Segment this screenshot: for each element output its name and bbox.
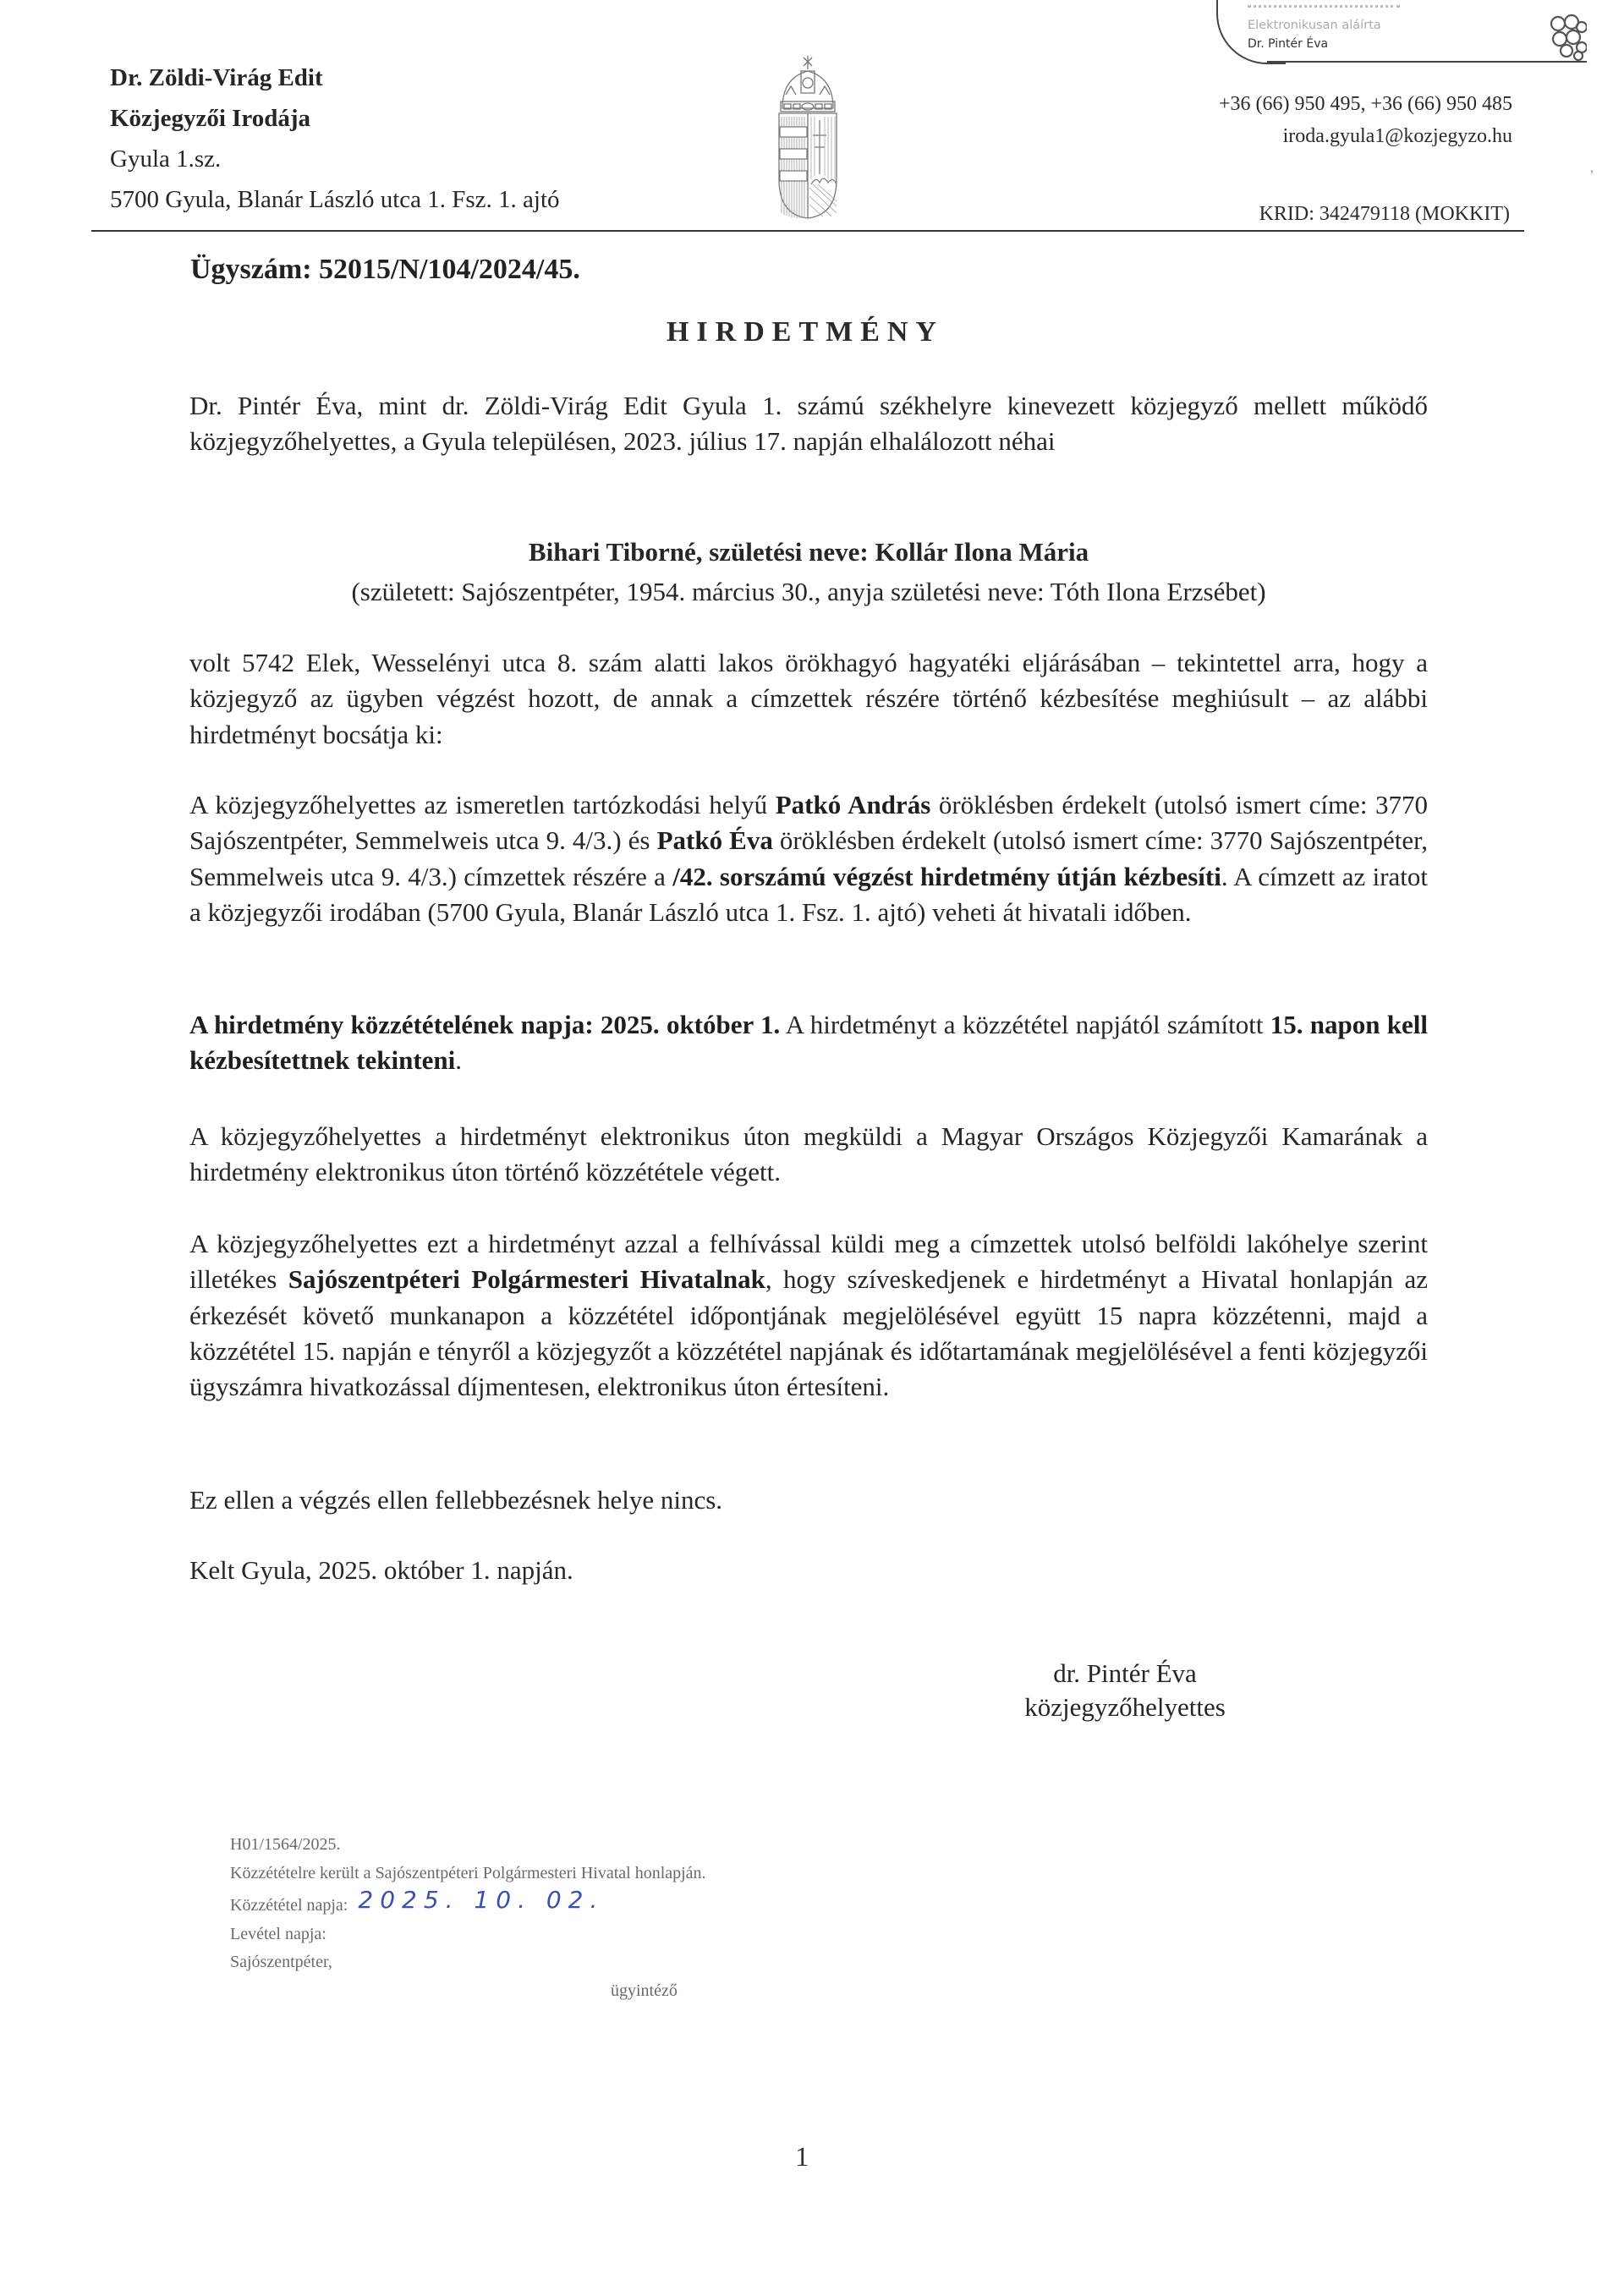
- chamber-paragraph: A közjegyzőhelyettes a hirdetményt elektronikus úton megküldi a Magyar Országos Közjegyzői Kamarának a hirdetmény elektronikus úton történő közzététele végett.: [189, 1121, 1428, 1187]
- signer-role: közjegyzőhelyettes: [1024, 1692, 1226, 1722]
- office-krid: KRID: 342479118 (MOKKIT): [1259, 203, 1510, 225]
- office-email[interactable]: iroda.gyula1@kozjegyzo.hu: [1282, 125, 1512, 147]
- case-number: Ügyszám: 52015/N/104/2024/45.: [190, 254, 580, 285]
- delivery-text-2: öröklésben érdekelt (utolsó ismert címe: 3770 Sajószentpéter, Semmelweis utca 9. 4/3.) és: [189, 790, 1428, 856]
- intro-paragraph: Dr. Pintér Éva, mint dr. Zöldi-Virág Edit Gyula 1. számú székhelyre kinevezett közjegyző mellett működő közjegyzőhelyettes, a Gyula településen, 2023. július 17. napján elhalálozott néhai: [189, 391, 1428, 457]
- e-signature-seal-icon: [1548, 12, 1587, 61]
- delivery-order: /42. sorszámú végzést hirdetmény útján kézbesíti: [672, 861, 1221, 891]
- office-subtitle: Közjegyzői Irodája: [110, 105, 311, 132]
- header-divider: [91, 230, 1524, 232]
- municipality-text-2: , hogy szíveskedjenek e hirdetményt a Hivatal honlapján az érkezését követő munkanapon a közzététel időpontjának megjelölésével együtt 15 napra közzétenni, majd a közzététel 15. napján e tényről a közjegyzőt a közzététel napjának és időtartamának megjelölésével a fenti közjegyzői ügyszámra hivatkozással díjmentesen, elektronikus úton értesíteni.: [189, 1264, 1429, 1402]
- page-title: [0, 316, 1617, 348]
- office-address: 5700 Gyula, Blanár László utca 1. Fsz. 1. ajtó: [110, 186, 560, 213]
- publication-date: A hirdetmény közzétételének napja: 2025. október 1.: [189, 1010, 781, 1039]
- stamp-place: Sajószentpéter,: [230, 1953, 332, 1971]
- hungarian-coat-of-arms-icon: [765, 52, 850, 222]
- signer-name: dr. Pintér Éva: [1053, 1658, 1197, 1688]
- stamp-reference: H01/1564/2025.: [230, 1835, 341, 1854]
- deceased-block: [189, 532, 1428, 611]
- delivery-text-3: öröklésben érdekelt (utolsó ismert címe: 3770 Sajószentpéter, Semmelweis utca 9. 4/3.) címzettek részére a: [189, 825, 1428, 891]
- deceased-birth-details: (született: Sajószentpéter, 1954. március 30., anyja születési neve: Tóth Ilona Erzsébet): [351, 577, 1266, 606]
- document-title: HIRDETMÉNY: [666, 316, 945, 348]
- heir-name-1: Patkó András: [775, 790, 931, 819]
- scan-mark: ,: [1590, 161, 1594, 175]
- electronic-signature-box: [1216, 0, 1588, 63]
- municipality-paragraph: [189, 1226, 1428, 1405]
- office-name: Dr. Zöldi-Virág Edit: [110, 64, 323, 91]
- signature-block: [985, 1657, 1265, 1724]
- heir-name-2: Patkó Éva: [656, 825, 773, 856]
- appeal-notice: Ez ellen a végzés ellen fellebbezésnek helye nincs.: [189, 1485, 723, 1515]
- stamp-publication-date-row: [230, 1888, 706, 1921]
- esignature-label: Elektronikusan aláírta: [1248, 19, 1381, 32]
- handwritten-publication-date: 2025. 10. 02.: [358, 1886, 605, 1914]
- dated-line: Kelt Gyula, 2025. október 1. napján.: [189, 1555, 573, 1585]
- stamp-published-note: Közzétételre került a Sajószentpéteri Polgármesteri Hivatal honlapján.: [230, 1863, 706, 1882]
- estate-paragraph: volt 5742 Elek, Wesselényi utca 8. szám alatti lakos örökhagyó hagyatéki eljárásában – tekintettel arra, hogy a közjegyző az ügyben végzést hozott, de annak a címzettek részére történő kézbesítése meghiúsult – az alábbi hirdetményt bocsátja ki:: [189, 648, 1428, 749]
- office-header: [110, 58, 560, 220]
- page-number: 1: [795, 2142, 809, 2173]
- municipality-text-1: A közjegyzőhelyettes ezt a hirdetményt azzal a felhívással küldi meg a címzettek utolsó belföldi lakóhelye szerint illetékes: [189, 1229, 1428, 1295]
- publication-stamp: [230, 1831, 706, 2005]
- municipality-name: Sajószentpéteri Polgármesteri Hivatalnak: [288, 1264, 765, 1295]
- stamp-clerk: ügyintéző: [611, 1981, 678, 2000]
- stamp-removal-date-label: Levétel napja:: [230, 1924, 326, 1943]
- deceased-name: Bihari Tiborné, születési neve: Kollár Ilona Mária: [528, 537, 1089, 567]
- delivery-text-1: A közjegyzőhelyettes az ismeretlen tartózkodási helyű: [189, 790, 776, 819]
- office-seat: Gyula 1.sz.: [110, 145, 222, 173]
- signature-box-line: [1267, 61, 1587, 63]
- office-phone: +36 (66) 950 495, +36 (66) 950 485: [1218, 93, 1512, 115]
- publication-paragraph: [189, 1007, 1428, 1079]
- publication-text-2: .: [455, 1045, 463, 1076]
- delivery-text-4: . A címzett az iratot a közjegyzői irodában (5700 Gyula, Blanár László utca 1. Fsz. 1. ajtó) veheti át hivatali időben.: [189, 861, 1429, 927]
- delivery-paragraph: [189, 787, 1428, 930]
- publication-text-1: A hirdetményt a közzététel napjától számított: [780, 1010, 1270, 1039]
- esignature-signer: Dr. Pintér Éva: [1248, 37, 1329, 51]
- stamp-publication-date-label: Közzététel napja:: [230, 1896, 348, 1915]
- signature-header-cutoff: [1248, 5, 1400, 11]
- delivery-deemed-day: 15. napon kell kézbesítettnek tekinteni: [189, 1010, 1428, 1076]
